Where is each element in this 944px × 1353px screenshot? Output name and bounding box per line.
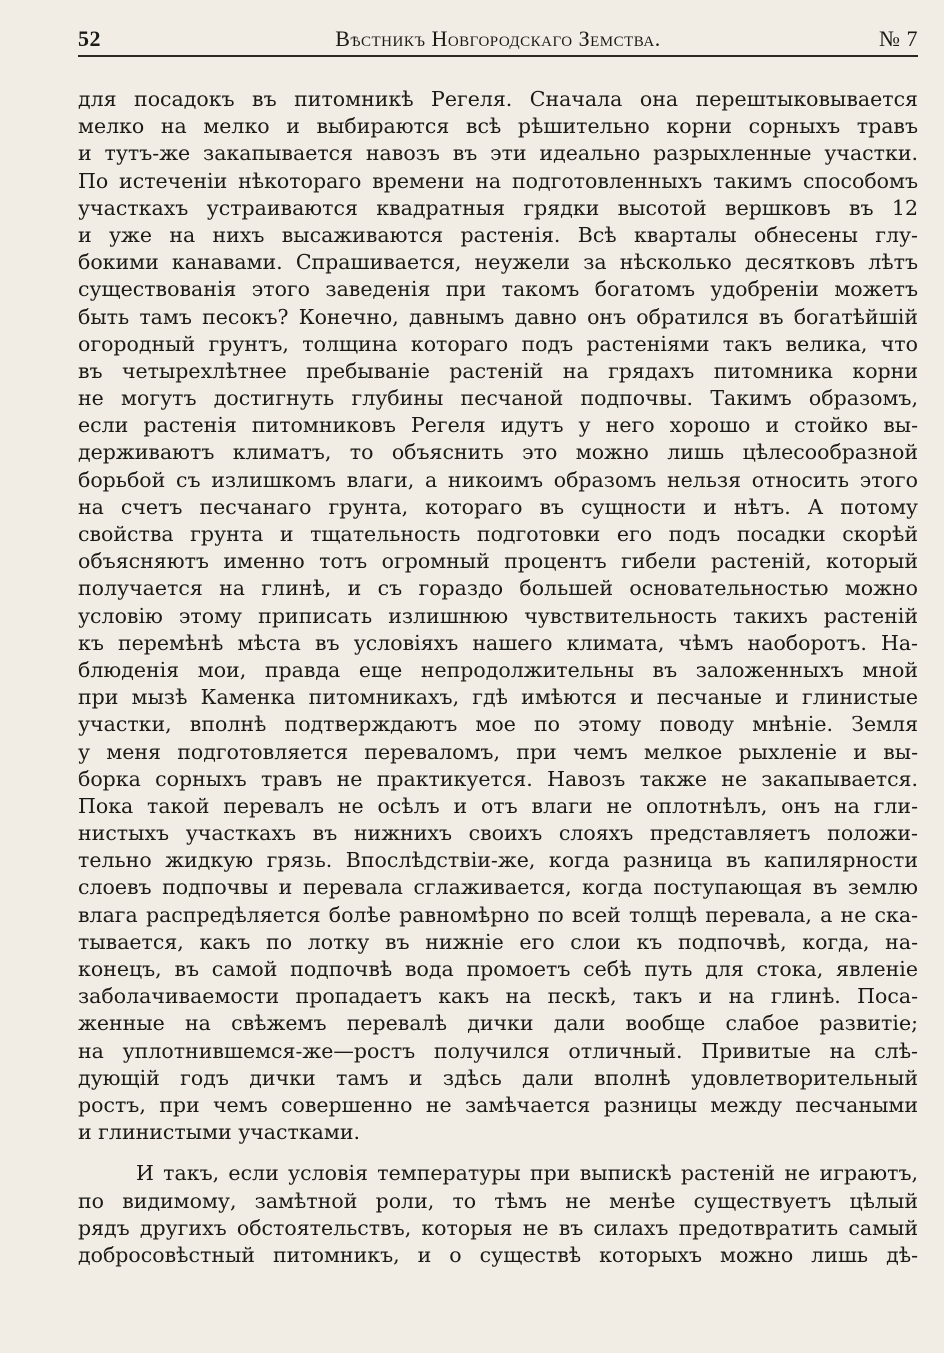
issue-number: № 7 bbox=[879, 26, 918, 51]
text-line: и тутъ-же закапывается навозъ въ эти идеально разрыхленные участки. bbox=[78, 141, 918, 166]
text-line: если растенія питомниковъ Регеля идутъ у него хорошо и стойко вы- bbox=[78, 413, 918, 438]
text-line: для посадокъ въ питомникѣ Регеля. Сначала она перештыковывается bbox=[78, 87, 918, 111]
text-line: женные на свѣжемъ перевалѣ дички дали вообще слабое развитіе; bbox=[78, 1011, 918, 1036]
paragraph bbox=[78, 86, 918, 1146]
text-line: По истеченіи нѣкотораго времени на подготовленныхъ такимъ способомъ bbox=[78, 168, 918, 193]
text-line: участкахъ устраиваются квадратныя грядки высотой вершковъ въ 12 bbox=[78, 195, 918, 220]
page-number: 52 bbox=[78, 26, 101, 51]
text-line: конецъ, въ самой подпочвѣ вода промоетъ себѣ путь для стока, явленіе bbox=[78, 957, 918, 981]
text-line: существованія этого заведенія при такомъ богатомъ удобреніи можетъ bbox=[78, 277, 918, 302]
text-line: объясняютъ именно тотъ огромный процентъ гибели растеній, который bbox=[78, 549, 918, 574]
text-line: на уплотнившемся-же—ростъ получился отличный. Привитые на слѣ- bbox=[78, 1038, 918, 1063]
text-line: не могутъ достигнуть глубины песчаной подпочвы. Такимъ образомъ, bbox=[78, 386, 918, 411]
text-line: нистыхъ участкахъ въ нижнихъ своихъ слояхъ представляетъ положи- bbox=[78, 821, 918, 846]
article-body bbox=[78, 86, 918, 1269]
text-line: борьбой съ излишкомъ влаги, а никоимъ образомъ нельзя относить этого bbox=[78, 467, 918, 492]
text-line: на счетъ песчанаго грунта, котораго въ сущности и нѣтъ. А потому bbox=[78, 494, 918, 519]
paragraph-gap bbox=[78, 1146, 918, 1160]
text-line: слоевъ подпочвы и перевала сглаживается, когда поступающая въ землю bbox=[78, 875, 918, 900]
text-line: рядъ другихъ обстоятельствъ, которыя не въ силахъ предотвратить самый bbox=[78, 1215, 918, 1240]
text-line: тывается, какъ по лотку въ нижніе его слои къ подпочвѣ, когда, на- bbox=[78, 929, 918, 954]
running-header bbox=[78, 24, 918, 54]
text-line: свойства грунта и тщательность подготовки его подъ посадки скорѣй bbox=[78, 522, 918, 546]
text-line: и уже на нихъ высаживаются растенія. Всѣ кварталы обнесены глу- bbox=[78, 222, 918, 247]
text-line: мелко на мелко и выбираются всѣ рѣшительно корни сорныхъ травъ bbox=[78, 114, 918, 139]
journal-title: Вѣстникъ Новгородскаго Земства. bbox=[335, 26, 661, 51]
text-line: ростъ, при чемъ совершенно не замѣчается разницы между песчаными bbox=[78, 1092, 918, 1117]
text-line: условію этому приписать излишнюю чувствительность такихъ растеній bbox=[78, 603, 918, 628]
text-line: въ четырехлѣтнее пребываніе растеній на грядахъ питомника корни bbox=[78, 358, 918, 383]
text-line: по видимому, замѣтной роли, то тѣмъ не менѣе существуетъ цѣлый bbox=[78, 1188, 918, 1213]
text-line: при мызѣ Каменка питомникахъ, гдѣ имѣются и песчаные и глинистые bbox=[78, 685, 918, 710]
header-rule bbox=[78, 55, 918, 57]
text-line: блюденія мои, правда еще непродолжительны въ заложенныхъ мной bbox=[78, 657, 918, 682]
text-line: у меня подготовляется переваломъ, при чемъ мелкое рыхленіе и вы- bbox=[78, 739, 918, 764]
text-line: Пока такой перевалъ не осѣлъ и отъ влаги не оплотнѣлъ, онъ на гли- bbox=[78, 793, 918, 818]
text-line: И такъ, если условія температуры при выпискѣ растеній не играютъ, bbox=[136, 1161, 918, 1186]
text-line: получается на глинѣ, и съ гораздо большей основательностью можно bbox=[78, 576, 918, 601]
paragraph bbox=[78, 1160, 918, 1269]
text-line: добросовѣстный питомникъ, и о существѣ которыхъ можно лишь дѣ- bbox=[78, 1242, 918, 1267]
text-line: быть тамъ песокъ? Конечно, давнымъ давно онъ обратился въ богатѣйшій bbox=[78, 304, 918, 329]
text-line: бокими канавами. Спрашивается, неужели за нѣсколько десятковъ лѣтъ bbox=[78, 250, 918, 275]
text-line: держиваютъ климатъ, то объяснить это можно лишь цѣлесообразной bbox=[78, 440, 918, 465]
text-line: и глинистыми участками. bbox=[78, 1120, 361, 1145]
text-line: заболачиваемости пропадаетъ какъ на пескѣ, такъ и на глинѣ. Поса- bbox=[78, 984, 918, 1009]
text-line: влага распредѣляется болѣе равномѣрно по всей толщѣ перевала, а не ска- bbox=[78, 902, 918, 927]
text-line: дующій годъ дички тамъ и здѣсь дали вполнѣ удовлетворительный bbox=[78, 1065, 918, 1090]
text-line: тельно жидкую грязь. Впослѣдствіи-же, когда разница въ капилярности bbox=[78, 848, 918, 873]
text-line: къ перемѣнѣ мѣста въ условіяхъ нашего климата, чѣмъ наоборотъ. На- bbox=[78, 630, 918, 655]
text-line: огородный грунтъ, толщина котораго подъ растеніями такъ велика, что bbox=[78, 331, 918, 356]
text-line: борка сорныхъ травъ не практикуется. Навозъ также не закапывается. bbox=[78, 766, 918, 791]
text-line: участки, вполнѣ подтверждаютъ мое по этому поводу мнѣніе. Земля bbox=[78, 712, 918, 737]
